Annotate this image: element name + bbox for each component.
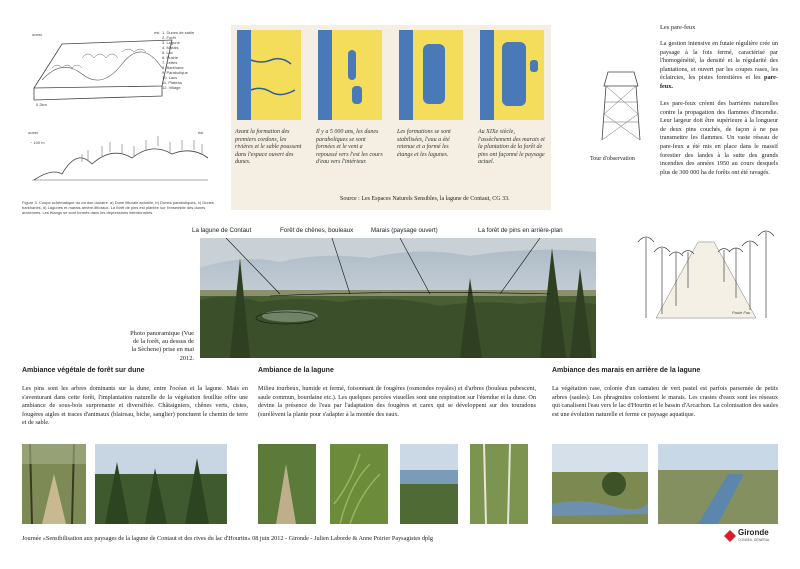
photo-lagune-path <box>258 444 316 524</box>
dune-profile-sketch <box>22 128 212 194</box>
footer-text: Journée «Sensibilisation aux paysages de la lagune de Contaut et des rives du lac d'Hourtin» 08 juin 2012 - Gironde - Julien Laborde & Anne Poirier Paysagistes dplg <box>22 535 433 542</box>
legend-item: 4. Marais <box>162 45 179 50</box>
figure-caption: Figure 3. Coupe schématique du cordon dunaire. a) Dune littorale actuelle, b) Dunes paraboliques, c) Dunes barkhanes, d) Lagunes et marais arrière-littoraux. La forêt de pins est plantée sur l'ensemble des dunes anciennes. Les étangs se sont formés dans les dépressions interdunaires. <box>22 200 214 215</box>
legend-item: 3. Lagune <box>162 40 180 45</box>
photo-forest-path <box>22 444 86 524</box>
legend-item: 5. Lac <box>162 50 173 55</box>
section-marais-text: La végétation rase, colorée d'un camaïeu de vert pastel est parfois parsemée de petits arbres (saules). Les phragmites colonisent le marais. Les crastes d'eaux sont les réseaux qui canalisent l'eau vers le lac d'Hourtin et le bassin d'Arcachon. La colonisation des saules est une évolution naturelle et ferme ce paysage aquatique. <box>552 385 778 418</box>
label-marais: Marais (paysage ouvert) <box>371 227 438 234</box>
photo-marsh-2 <box>658 444 778 524</box>
legend-item: 8. Barkhane <box>162 65 184 70</box>
artist-signature: Paule Fau <box>732 310 751 315</box>
legend-item: 10. Lacs <box>162 75 178 80</box>
panel-1-map <box>237 30 301 120</box>
section-foret-text: Les pins sont les arbres dominants sur la dune, entre l'océan et la lagune. Mais en s'aventurant dans cette forêt, l'implantation naturelle de la végétation feuillue offre une ambiance de sous-bois surprenante et diversifiée. Châtaigniers, chênes verts, cistes, fougères aigles et traces d'animaux (blaireau, biche, sanglier) ponctuent le chemin de terre et de sable. <box>22 385 248 427</box>
panel-2-caption: Il y a 5 000 ans, les dunes paraboliques se sont formées et le vent a repoussé vers l'est les cours d'eau vers l'intérieur. <box>316 129 383 165</box>
parefeux-paragraph-2: Les pare-feux créent des barrières naturelles contre la propagation des flammes d'incendie. Leur largeur doit être supérieure à la longueur de deux pins couchés, de façon à ne pas transmettre les flammes. Un vaste réseau de pare-feux a été mis en place dans le massif forestier des landes à la suite des grands incendies des années 1950 au cours desquels plus de 300 000 ha de forêts ont été ravagés. <box>660 100 778 176</box>
photo-marsh-1 <box>552 444 648 524</box>
photo-ferns <box>330 444 388 524</box>
observation-tower-sketch <box>596 62 646 144</box>
panel-1-caption: Avant la formation des premiers cordons, les rivières et le sable poussent dans l'espace ouvert des dunes. <box>235 129 302 165</box>
gironde-logo-mark <box>722 528 736 544</box>
tower-caption: Tour d'observation <box>590 156 635 162</box>
photo-pine-forest <box>95 444 227 524</box>
panel-3-caption: Les formations se sont stabilisées, l'eau a été retenue et a formé les étangs et les lagunes. <box>397 129 451 158</box>
sketch-right-label: est <box>154 30 160 35</box>
label-lagune: La lagune de Contaut <box>192 227 252 234</box>
panorama-photo <box>200 238 596 358</box>
dune-profile-drawing <box>22 128 212 194</box>
parefeux-title: Les pare-feux <box>660 24 696 31</box>
firebreak-drawing <box>636 218 778 322</box>
profile-height-label: ~ 100 m <box>30 140 45 145</box>
panorama-caption: Photo panoramique (Vue de la forêt, au dessus de la Sèchene) prise en mai 2012. <box>130 330 194 362</box>
profile-left-label: ouest <box>28 130 38 135</box>
section-foret-title: Ambiance végétale de forêt sur dune <box>22 367 145 374</box>
photo-lake-reeds <box>400 444 458 524</box>
label-foret-pins: La forêt de pins en arrière-plan <box>478 227 563 234</box>
gironde-logo <box>722 526 778 546</box>
legend-item: 11. Plateau <box>162 80 182 85</box>
label-foret-chenes: Forêt de chênes, bouleaux <box>280 227 354 234</box>
legend-item: 9. Parabolique <box>162 70 188 75</box>
photo-lagune-trees <box>470 444 528 524</box>
evolution-panels <box>231 25 551 210</box>
section-marais-title: Ambiance des marais en arrière de la lagune <box>552 367 701 374</box>
source-note: Source : Les Espaces Naturels Sensibles, la lagune de Contaut, CG 33. <box>340 196 510 202</box>
profile-right-label: est <box>198 130 204 135</box>
legend-item: 12. Village <box>162 85 181 90</box>
legend-item: 7. Lettes <box>162 60 178 65</box>
gironde-logo-name: Gironde <box>738 528 769 537</box>
sketch-legend <box>162 30 222 90</box>
parefeux-p1-bold: pare-feux. <box>660 74 778 90</box>
legend-item: 2. Forêt <box>162 35 176 40</box>
panorama-image <box>200 238 596 358</box>
sketch-scale: 0 2km <box>36 102 47 107</box>
gironde-logo-sub: CONSEIL GÉNÉRAL <box>738 538 770 542</box>
section-lagune-title: Ambiance de la lagune <box>258 367 334 374</box>
parefeux-paragraph-1 <box>660 40 778 92</box>
tower-drawing <box>596 62 646 144</box>
firebreak-sketch <box>636 218 778 322</box>
panel-3-map <box>399 30 463 120</box>
panel-2-map <box>318 30 382 120</box>
panel-4-caption: Au XIXe siècle, l'assèchement des marais et la plantation de la forêt de pins ont façonné le paysage actuel. <box>478 129 545 165</box>
legend-item: 6. Prairie <box>162 55 179 60</box>
parefeux-p1-text: La gestion intensive en futaie régulière crée un paysage à la fois fermé, caractérisé par l'homogénéité, la densité et la régularité des plantations, et ouvert par les coupes rases, les éclaircies, les pistes forestières et les <box>660 40 778 82</box>
panel-4-map <box>480 30 544 120</box>
sketch-left-label: ouest <box>32 32 42 37</box>
legend-item: 1. Dunes de sable <box>162 30 195 35</box>
section-lagune-text: Milieu tourbeux, humide et fermé, foisonnant de fougères (osmondes royales) et d'arbres (bouleau pubescent, saule commun, bourdaine etc.). Les quelques percées visuelles sont une respiration sur l'étendue et la dune. On devine la présence de l'eau par l'adaptation des fougères et carex qui se développent sur des touradons (surélèvent la plante pour s'adapter à la montée des eaux. <box>258 385 536 418</box>
